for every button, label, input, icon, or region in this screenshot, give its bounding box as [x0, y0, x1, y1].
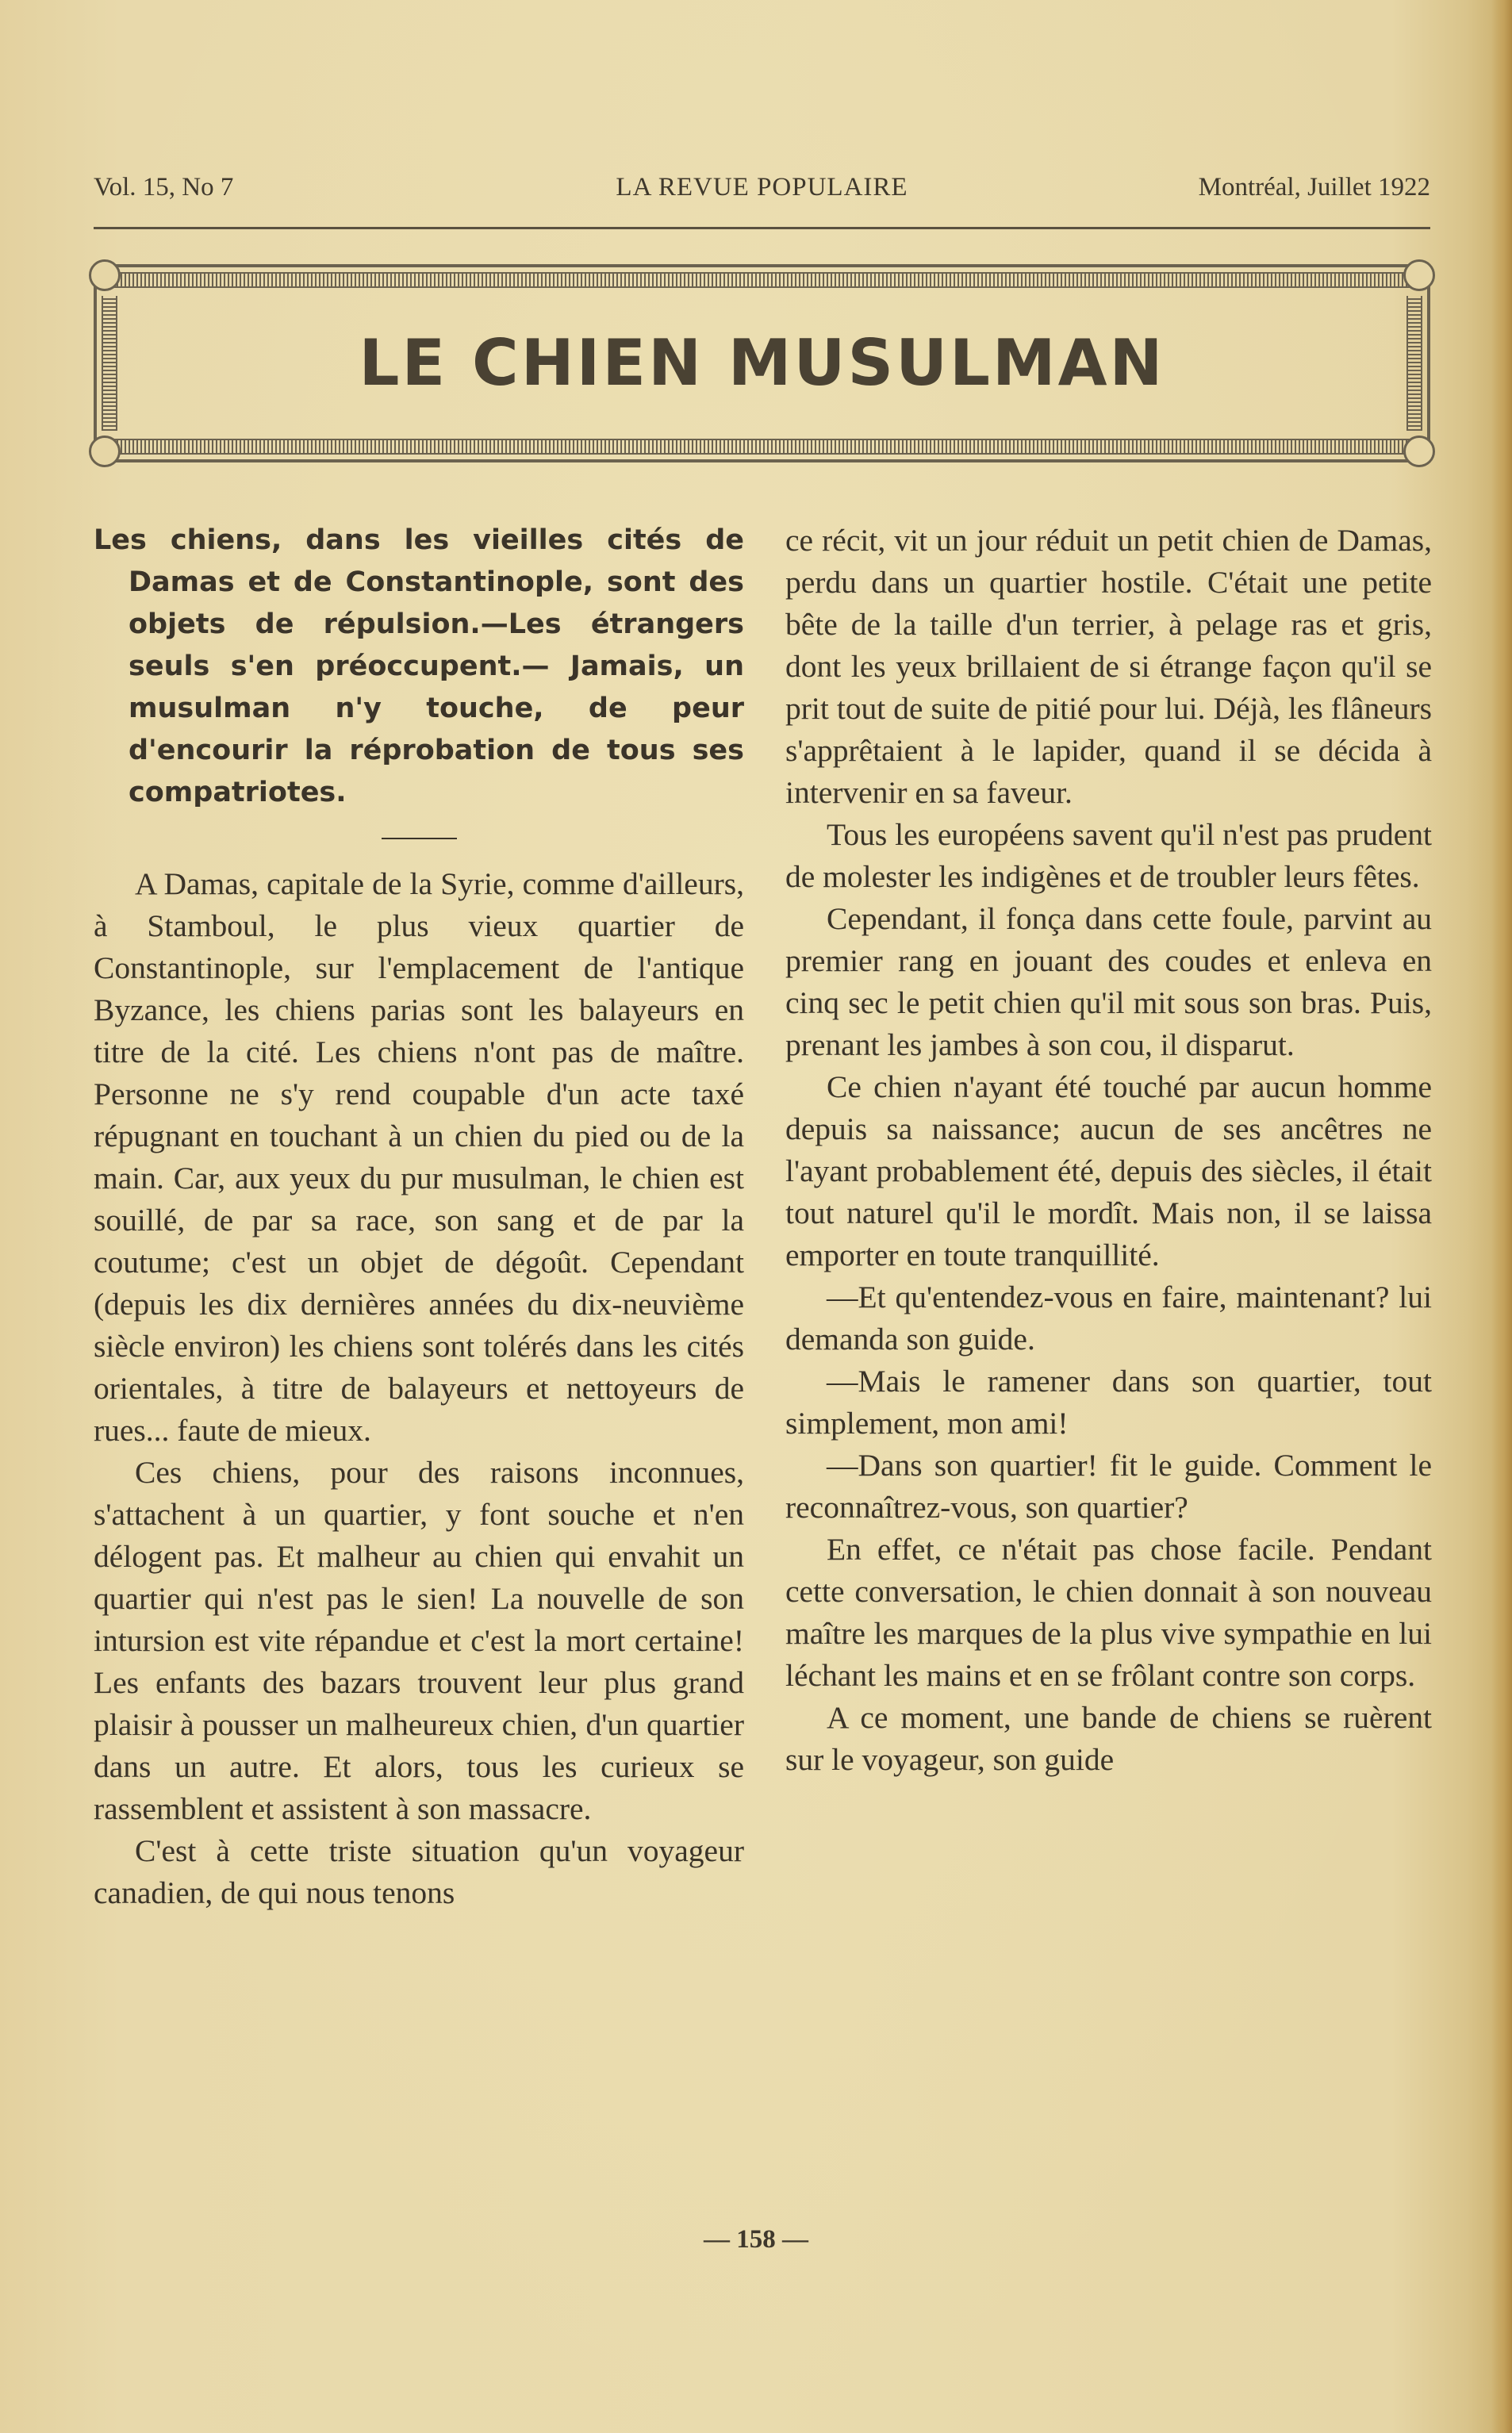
banner-corner-ornament: [89, 259, 121, 291]
paragraph: ce récit, vit un jour réduit un petit chien de Damas, perdu dans un quartier hostile. C'était une petite bête de la taille d'un terrier, à pelage ras et gris, dont les yeux brillaient de si étrange façon qu'il se prit tout de suite de pitié pour lui. Déjà, les flâneurs s'apprêtaient à le lapider, quand il se décida à intervenir en sa faveur.: [785, 523, 1432, 810]
paragraph: —Mais le ramener dans son quartier, tout simplement, mon ami!: [785, 1364, 1432, 1441]
banner-corner-ornament: [89, 436, 121, 467]
article-column-right: [785, 520, 1432, 1781]
article-title: LE CHIEN MUSULMAN: [359, 326, 1165, 400]
paragraph: Ces chiens, pour des raisons inconnues, s'attachent à un quartier, y font souche et n'en délogent pas. Et malheur au chien qui envahit un quartier qui n'est pas le sien! La nouvelle de son intursion est vite répandue et c'est la mort certaine! Les enfants des bazars trouvent leur plus grand plaisir à pousser un malheureux chien, d'un quartier dans un autre. Et alors, tous les curieux se rassemblent et assistent à son massacre.: [94, 1455, 744, 1826]
article-column-left: [94, 520, 744, 1914]
volume-label: Vol. 15, No 7: [94, 173, 234, 201]
paragraph: A Damas, capitale de la Syrie, comme d'ailleurs, à Stamboul, le plus vieux quartier de Constantinople, sur l'emplacement de l'antique Byzance, les chiens parias sont les balayeurs en titre de la cité. Les chiens n'ont pas de maître. Personne ne s'y rend coupable d'un acte taxé répugnant en touchant à un chien du pied ou de la main. Car, aux yeux du pur musulman, le chien est souillé, de par sa race, son sang et de par la coutume; c'est un objet de dégoût. Cependant (depuis les dix dernières années du dix-neuvième siècle environ) les chiens sont tolérés dans les cités orientales, à titre de balayeurs et nettoyeurs de rues... faute de mieux.: [94, 866, 744, 1448]
journal-title: LA REVUE POPULAIRE: [616, 173, 908, 201]
paragraph: Tous les européens savent qu'il n'est pas prudent de molester les indigènes et de troubler leurs fêtes.: [785, 817, 1432, 894]
running-header: [94, 173, 1430, 213]
article-lede: Les chiens, dans les vieilles cités de Damas et de Constantinople, sont des objets de répulsion.—Les étrangers seuls s'en préoccupent.— Jamais, un musulman n'y touche, de peur d'encourir la réprobation de tous ses compatriotes.: [94, 524, 744, 808]
title-banner: [94, 264, 1430, 462]
banner-border-top: [105, 272, 1419, 288]
paragraph: —Et qu'entendez-vous en faire, maintenant? lui demanda son guide.: [785, 1280, 1432, 1357]
paragraph: En effet, ce n'était pas chose facile. Pendant cette conversation, le chien donnait à son nouveau maître les marques de la plus vive sympathie en lui léchant les mains et en se frôlant contre son corps.: [785, 1532, 1432, 1693]
banner-border-bottom: [105, 439, 1419, 455]
issue-date: Montréal, Juillet 1922: [1198, 173, 1430, 201]
paragraph: A ce moment, une bande de chiens se ruèrent sur le voyageur, son guide: [785, 1700, 1432, 1777]
paragraph: Ce chien n'ayant été touché par aucun homme depuis sa naissance; aucun de ses ancêtres ne l'ayant probablement été, depuis des siècles, il était tout naturel qu'il le mordît. Mais non, il se laissa emporter en toute tranquillité.: [785, 1069, 1432, 1272]
paragraph: —Dans son quartier! fit le guide. Comment le reconnaîtrez-vous, son quartier?: [785, 1448, 1432, 1525]
section-separator: [382, 838, 457, 839]
paragraph: C'est à cette triste situation qu'un voyageur canadien, de qui nous tenons: [94, 1833, 744, 1910]
banner-corner-ornament: [1403, 436, 1435, 467]
page-number: — 158 —: [704, 2225, 808, 2254]
header-rule: [94, 227, 1430, 229]
paragraph: Cependant, il fonça dans cette foule, parvint au premier rang en jouant des coudes et enleva en cinq sec le petit chien qu'il mit sous son bras. Puis, prenant les jambes à son cou, il disparut.: [785, 901, 1432, 1062]
page-edge-shadow: [1491, 0, 1512, 2433]
banner-corner-ornament: [1403, 259, 1435, 291]
